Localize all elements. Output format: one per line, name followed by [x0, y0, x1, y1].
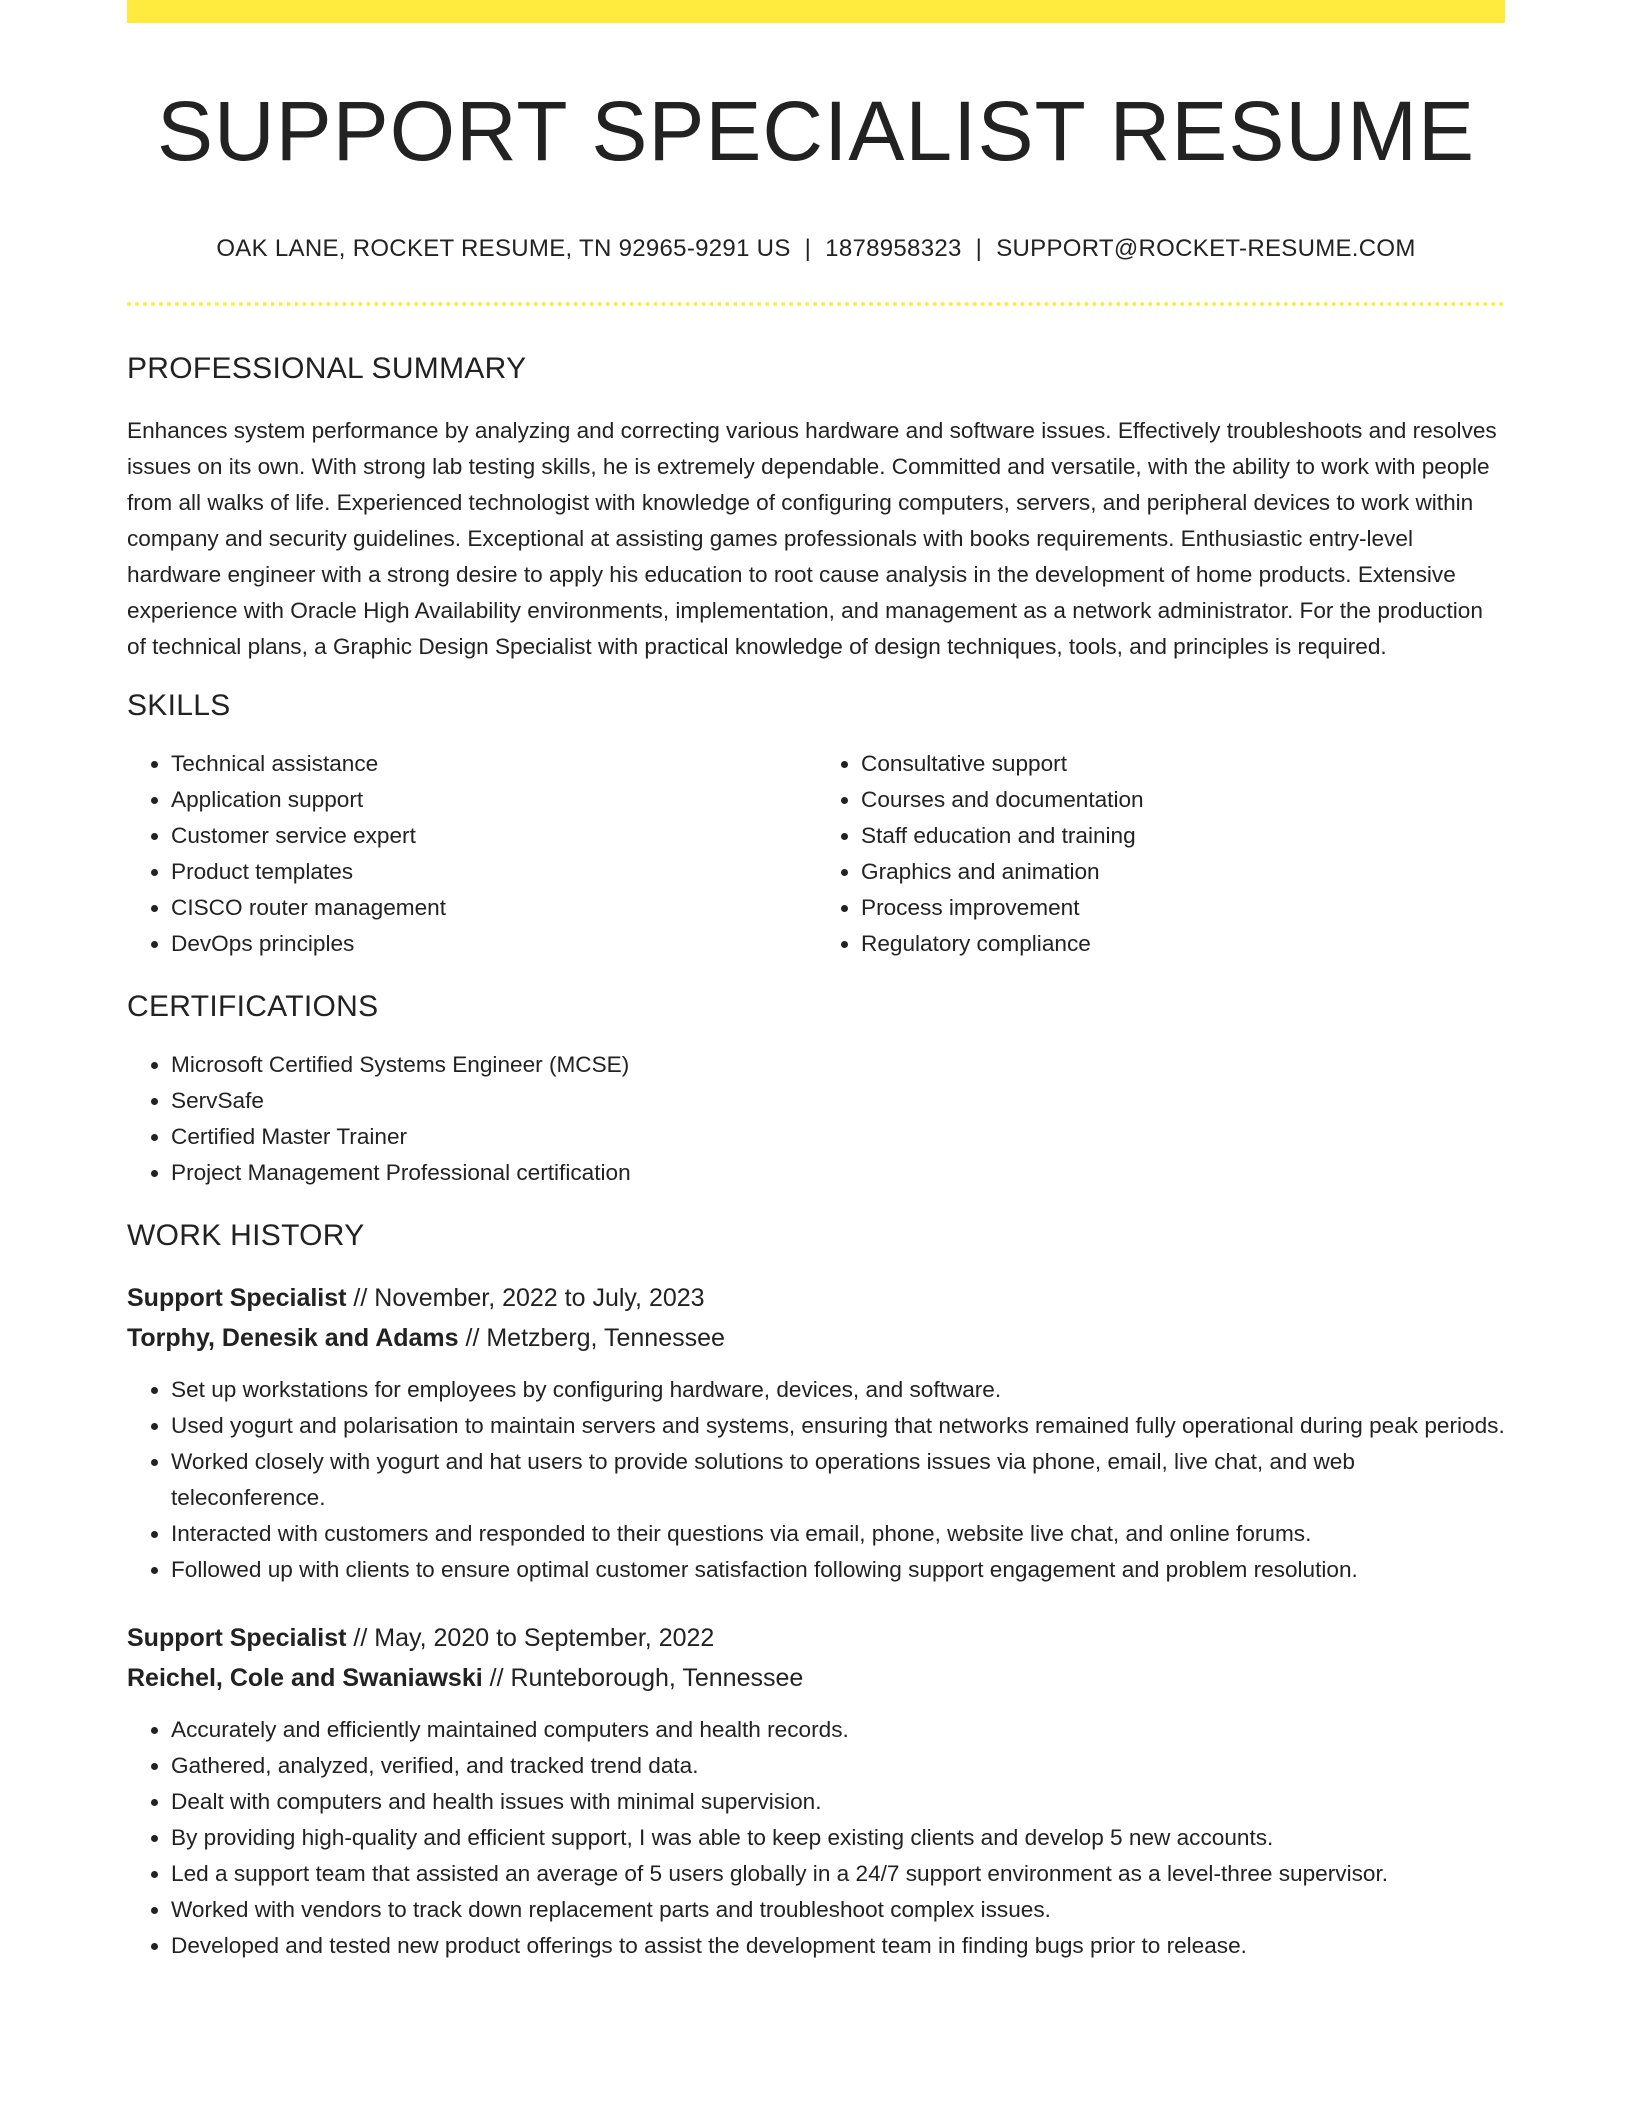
certification-item: • Project Management Professional certification	[171, 1155, 1505, 1191]
page-title: SUPPORT SPECIALIST RESUME	[156, 84, 1476, 178]
job-duty-item: • Led a support team that assisted an average of 5 users globally in a 24/7 support environment as a level-three supervisor.	[171, 1856, 1505, 1892]
skills-grid	[127, 746, 1505, 962]
job-title: Support Specialist	[127, 1284, 347, 1313]
skills-list-right	[816, 746, 1505, 962]
job-duties-list	[127, 1372, 1505, 1588]
job-title-line	[127, 1278, 1505, 1318]
job-entry	[127, 1618, 1505, 1964]
job-company: Reichel, Cole and Swaniawski	[127, 1664, 483, 1693]
skill-item: • Application support	[171, 782, 816, 818]
skill-item: • DevOps principles	[171, 926, 816, 962]
job-duty-item: • Interacted with customers and responded to their questions via email, phone, website live chat, and online forums.	[171, 1516, 1505, 1552]
skill-item: • Product templates	[171, 854, 816, 890]
resume-page	[127, 0, 1505, 1964]
job-dates: // November, 2022 to July, 2023	[346, 1284, 705, 1313]
job-duty-item: • Set up workstations for employees by configuring hardware, devices, and software.	[171, 1372, 1505, 1408]
contact-separator: |	[804, 235, 812, 263]
job-duty-item: • By providing high-quality and efficient support, I was able to keep existing clients and develop 5 new accounts.	[171, 1820, 1505, 1856]
job-duties-list	[127, 1712, 1505, 1964]
header-divider	[127, 302, 1505, 306]
skill-item: • Process improvement	[861, 890, 1505, 926]
contact-phone: 1878958323	[825, 235, 962, 263]
section-heading-skills: SKILLS	[127, 689, 231, 723]
job-duty-item: • Worked closely with yogurt and hat users to provide solutions to operations issues via phone, email, live chat, and web teleconference.	[171, 1444, 1505, 1516]
skill-item: • Consultative support	[861, 746, 1505, 782]
summary-section	[127, 352, 1505, 665]
certifications-section	[127, 990, 1505, 1191]
job-duty-item: • Followed up with clients to ensure optimal customer satisfaction following support engagement and problem resolution.	[171, 1552, 1505, 1588]
contact-separator: |	[975, 235, 983, 263]
job-title-line	[127, 1618, 1505, 1658]
job-entry	[127, 1278, 1505, 1588]
contact-email: SUPPORT@ROCKET-RESUME.COM	[996, 235, 1416, 263]
section-heading-certifications: CERTIFICATIONS	[127, 990, 379, 1024]
job-company-line	[127, 1318, 1505, 1358]
skills-section	[127, 689, 1505, 962]
job-duty-item: • Accurately and efficiently maintained computers and health records.	[171, 1712, 1505, 1748]
job-location: // Metzberg, Tennessee	[458, 1324, 725, 1353]
work-history-section	[127, 1219, 1505, 1964]
skill-item: • Courses and documentation	[861, 782, 1505, 818]
job-duty-item: • Developed and tested new product offerings to assist the development team in finding bugs prior to release.	[171, 1928, 1505, 1964]
job-duty-item: • Worked with vendors to track down replacement parts and troubleshoot complex issues.	[171, 1892, 1505, 1928]
job-company-line	[127, 1658, 1505, 1698]
accent-bar	[127, 0, 1505, 23]
job-location: // Runteborough, Tennessee	[482, 1664, 804, 1693]
certifications-list	[127, 1047, 1505, 1191]
skill-item: • Graphics and animation	[861, 854, 1505, 890]
job-title: Support Specialist	[127, 1624, 347, 1653]
certification-item: • Certified Master Trainer	[171, 1119, 1505, 1155]
contact-address: OAK LANE, ROCKET RESUME, TN 92965-9291 US	[216, 235, 791, 263]
skill-item: • CISCO router management	[171, 890, 816, 926]
skills-list-left	[127, 746, 816, 962]
certification-item: • Microsoft Certified Systems Engineer (MCSE)	[171, 1047, 1505, 1083]
job-duty-item: • Used yogurt and polarisation to maintain servers and systems, ensuring that networks remained fully operational during peak periods.	[171, 1408, 1505, 1444]
job-duty-item: • Dealt with computers and health issues with minimal supervision.	[171, 1784, 1505, 1820]
skill-item: • Regulatory compliance	[861, 926, 1505, 962]
job-company: Torphy, Denesik and Adams	[127, 1324, 459, 1353]
job-duty-item: • Gathered, analyzed, verified, and tracked trend data.	[171, 1748, 1505, 1784]
certification-item: • ServSafe	[171, 1083, 1505, 1119]
section-heading-work-history: WORK HISTORY	[127, 1219, 365, 1253]
skill-item: • Staff education and training	[861, 818, 1505, 854]
skill-item: • Customer service expert	[171, 818, 816, 854]
contact-line	[127, 235, 1505, 264]
section-heading-summary: PROFESSIONAL SUMMARY	[127, 352, 527, 386]
summary-text: Enhances system performance by analyzing and correcting various hardware and software issues. Effectively troubleshoots and resolves issues on its own. With strong lab testing skills, he is extremely dependable. Committed and versatile, with the ability to work with people from all walks of life. Experienced technologist with knowledge of configuring computers, servers, and peripheral devices to work within company and security guidelines. Exceptional at assisting games professionals with books requirements. Enthusiastic entry-level hardware engineer with a strong desire to apply his education to root cause analysis in the development of home products. Extensive experience with Oracle High Availability environments, implementation, and management as a network administrator. For the production of technical plans, a Graphic Design Specialist with practical knowledge of design techniques, tools, and principles is required.	[127, 418, 1497, 660]
skill-item: • Technical assistance	[171, 746, 816, 782]
job-dates: // May, 2020 to September, 2022	[346, 1624, 715, 1653]
